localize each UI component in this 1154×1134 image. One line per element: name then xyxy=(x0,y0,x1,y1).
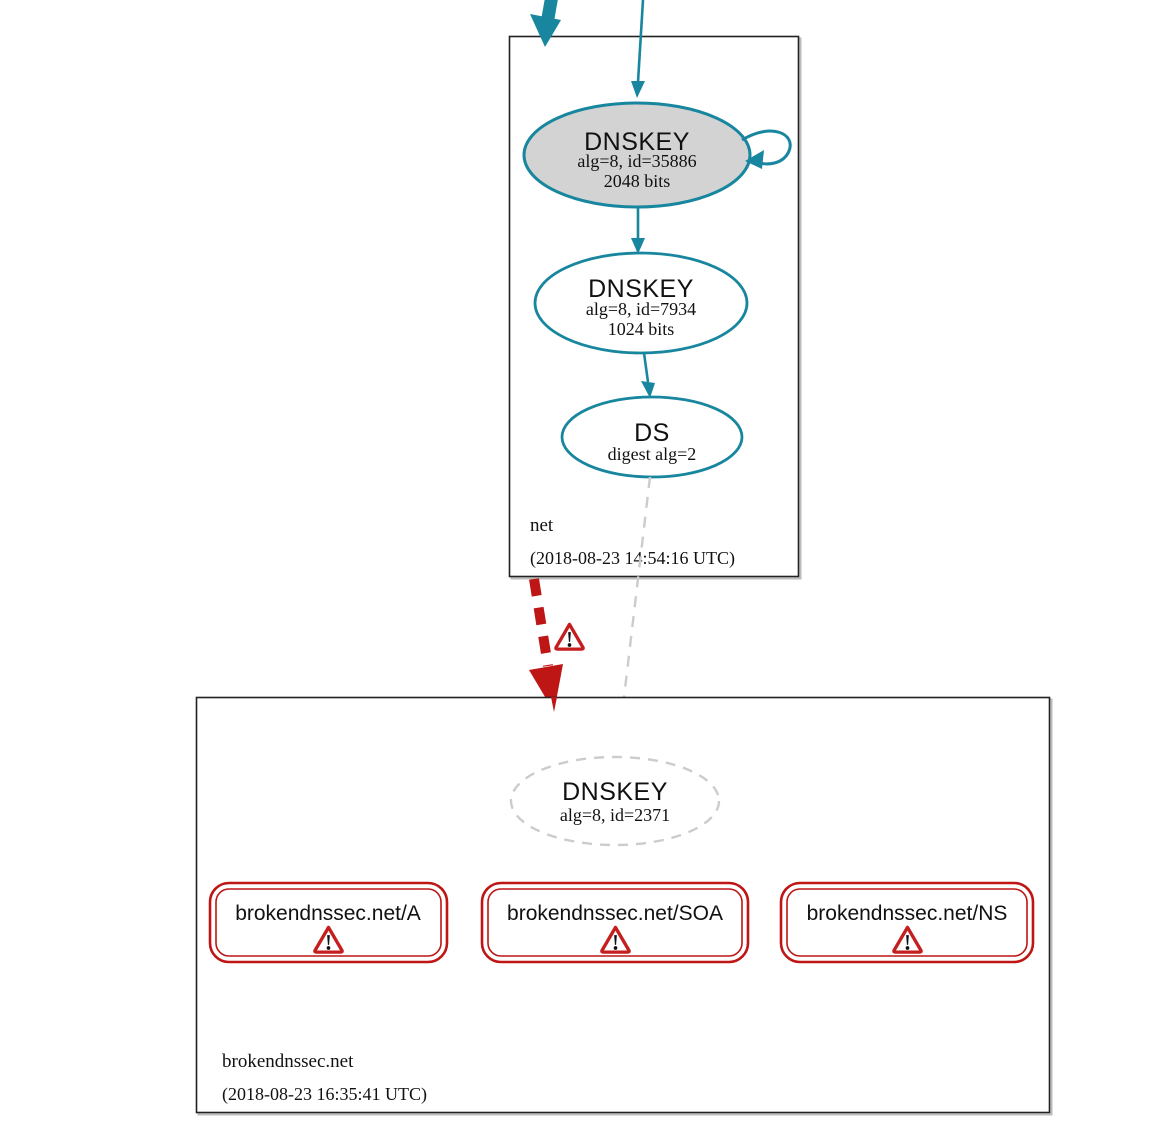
warning-icon xyxy=(556,624,583,649)
zone-brokendnssec-name: brokendnssec.net xyxy=(222,1051,354,1072)
node-rrset-ns[interactable] xyxy=(781,883,1033,962)
child-dnskey-detail: alg=8, id=2371 xyxy=(559,805,671,825)
node-rrset-soa[interactable] xyxy=(482,883,748,962)
ds-title: DS xyxy=(634,419,670,447)
node-ds[interactable] xyxy=(562,397,742,477)
node-child-dnskey[interactable] xyxy=(511,757,719,845)
ksk-bits: 2048 bits xyxy=(603,171,671,191)
ksk-title: DNSKEY xyxy=(584,128,690,156)
ksk-detail: alg=8, id=35886 xyxy=(577,151,697,171)
zsk-bits: 1024 bits xyxy=(607,319,675,339)
node-dnskey-zsk[interactable] xyxy=(535,253,747,353)
child-dnskey-title: DNSKEY xyxy=(562,778,668,806)
rrset-ns-label: brokendnssec.net/NS xyxy=(806,902,1008,925)
zone-net-name: net xyxy=(530,515,554,536)
zone-brokendnssec-timestamp: (2018-08-23 16:35:41 UTC) xyxy=(222,1084,427,1104)
zsk-title: DNSKEY xyxy=(588,275,694,303)
ds-detail: digest alg=2 xyxy=(607,444,697,464)
zsk-detail: alg=8, id=7934 xyxy=(585,299,697,319)
node-rrset-a[interactable] xyxy=(210,883,447,962)
zone-net-timestamp: (2018-08-23 14:54:16 UTC) xyxy=(530,548,735,568)
rrset-soa-label: brokendnssec.net/SOA xyxy=(507,902,723,925)
rrset-a-label: brokendnssec.net/A xyxy=(235,902,421,925)
